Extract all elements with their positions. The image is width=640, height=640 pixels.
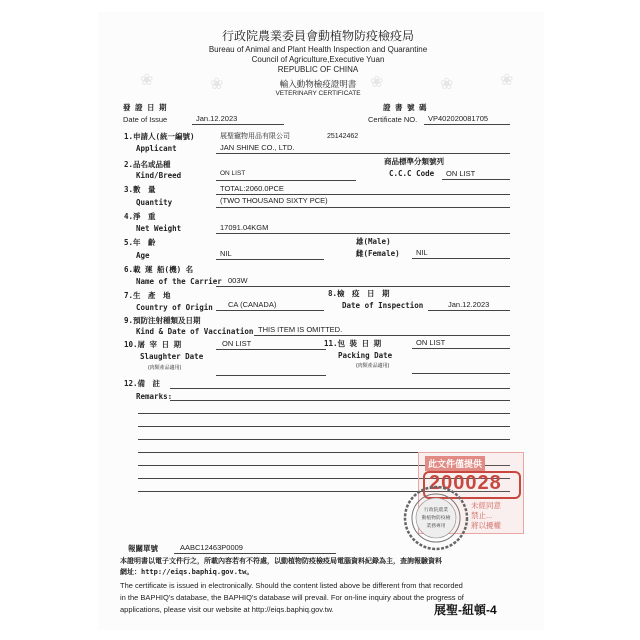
slaughter-label-zh: 10.屠 宰 日 期 [124, 340, 182, 349]
issue-date-label-zh: 發 證 日 期 [123, 103, 167, 112]
weight-label-zh: 4.淨 重 [124, 212, 156, 221]
packing-label-en: Packing Date [338, 351, 393, 360]
inspection-label-en: Date of Inspection [342, 301, 424, 310]
report-number-label: 報關單號 [128, 544, 158, 553]
applicant-label-zh: 1.申請人(統一編號) [124, 132, 195, 141]
corner-label: 展聖-紐頓-4 [434, 603, 497, 617]
origin-value: CA (CANADA) [228, 300, 277, 309]
header-en-line3: REPUBLIC OF CHINA [277, 65, 359, 74]
age-label-en: Age [136, 251, 150, 260]
stamp-number: 200028 [429, 472, 502, 494]
en-notice-3: applications, please visit our website at http://eiqs.baphiq.gov.tw. [120, 605, 334, 614]
cert-number-label-zh: 證 書 號 碼 [383, 103, 427, 112]
vaccination-label-en: Kind & Date of Vaccination [136, 327, 254, 336]
applicant-zh-value: 展聖寵物用品有限公司 [220, 133, 290, 140]
origin-label-en: Country of Origin [136, 303, 213, 312]
ccc-label-en: C.C.C Code [389, 169, 435, 178]
applicant-id: 25142462 [327, 133, 359, 140]
stamp-side-2: 禁止... [471, 511, 493, 520]
ccc-label-zh: 商品標準分類號列 [384, 157, 444, 166]
slaughter-value: ON LIST [222, 339, 252, 348]
weight-label-en: Net Weight [136, 224, 182, 233]
sex-value: NIL [416, 248, 428, 257]
inspection-value: Jan.12.2023 [448, 300, 490, 309]
cert-number-label-en: Certificate NO. [368, 115, 418, 124]
ccc-value: ON LIST [446, 169, 476, 178]
seal-line-2: 動植物防疫檢 [421, 516, 451, 521]
male-label: 雄(Male) [356, 237, 391, 246]
vaccination-label-zh: 9.預防注射種類及日期 [124, 316, 201, 325]
kind-label-zh: 2.品名或品種 [124, 160, 171, 169]
official-seal-icon [402, 484, 470, 552]
header-zh-title: 行政院農業委員會動植物防疫檢疫局 [221, 29, 415, 43]
stamp-side-3: 將以擾權 [471, 521, 501, 530]
applicant-label-en: Applicant [136, 144, 177, 153]
quantity-value-1: TOTAL:2060.0PCE [220, 184, 284, 193]
carrier-label-en: Name of the Carrier [136, 277, 222, 286]
seal-line-1: 行政院農業 [424, 508, 448, 513]
weight-value: 17091.04KGM [220, 223, 269, 232]
issue-date-value: Jan.12.2023 [196, 114, 238, 123]
carrier-value: 003W [228, 276, 248, 285]
kind-label-en: Kind/Breed [136, 171, 182, 180]
slaughter-label-en: Slaughter Date [140, 352, 204, 361]
age-value: NIL [220, 249, 232, 258]
age-label-zh: 5.年 齡 [124, 238, 156, 247]
header-en-line2: Council of Agriculture,Executive Yuan [251, 55, 385, 64]
zh-notice-1: 本證明書以電子文件行之，所載內容若有不符處，以動植物防疫檢疫局電腦資料紀錄為主，查詢報驗資料 [120, 557, 442, 565]
vaccination-value: THIS ITEM IS OMITTED. [258, 325, 343, 334]
applicant-en-value: JAN SHINE CO., LTD. [220, 143, 295, 152]
stamp-top-text: 此文件僅提供 [425, 456, 485, 471]
remarks-label-zh: 12.備 註 [124, 379, 161, 388]
quantity-label-en: Quantity [136, 198, 173, 207]
issue-date-label-en: Date of Issue [123, 115, 168, 124]
female-label: 雌(Female) [356, 249, 400, 258]
kind-value: ON LIST [220, 170, 246, 177]
remarks-label-en: Remarks: [136, 392, 173, 401]
zh-notice-2: 網址：http://eiqs.baphiq.gov.tw。 [120, 568, 254, 576]
packing-note: (肉類產品適用) [356, 363, 390, 369]
inspection-label-zh: 8.檢 疫 日 期 [328, 289, 390, 298]
packing-value: ON LIST [416, 338, 446, 347]
doc-en-title: VETERINARY CERTIFICATE [275, 90, 361, 97]
quantity-label-zh: 3.數 量 [124, 185, 156, 194]
slaughter-note: (肉類產品適用) [148, 365, 182, 371]
en-notice-1: The certificate is issued in electronically. Should the content listed above be different from that recorded [120, 581, 463, 590]
quantity-value-2: (TWO THOUSAND SIXTY PCE) [220, 196, 328, 205]
cert-number-value: VP402020081705 [428, 114, 489, 123]
report-number-value: AABC12463P0009 [180, 543, 243, 552]
doc-zh-title: 輸入動物檢疫證明書 [279, 79, 357, 89]
packing-label-zh: 11.包 裝 日 期 [324, 339, 382, 348]
seal-line-3: 業務專用 [426, 524, 446, 529]
header-en-line1: Bureau of Animal and Plant Health Inspection and Quarantine [208, 45, 428, 54]
origin-label-zh: 7.生 產 地 [124, 291, 171, 300]
carrier-label-zh: 6.載 運 船(機) 名 [124, 265, 194, 274]
stamp-side-1: 未經同意 [471, 501, 501, 510]
en-notice-2: in the BAPHIQ's database, the BAPHIQ's database will prevail. For on-line inquiry about the progress of [120, 593, 464, 602]
